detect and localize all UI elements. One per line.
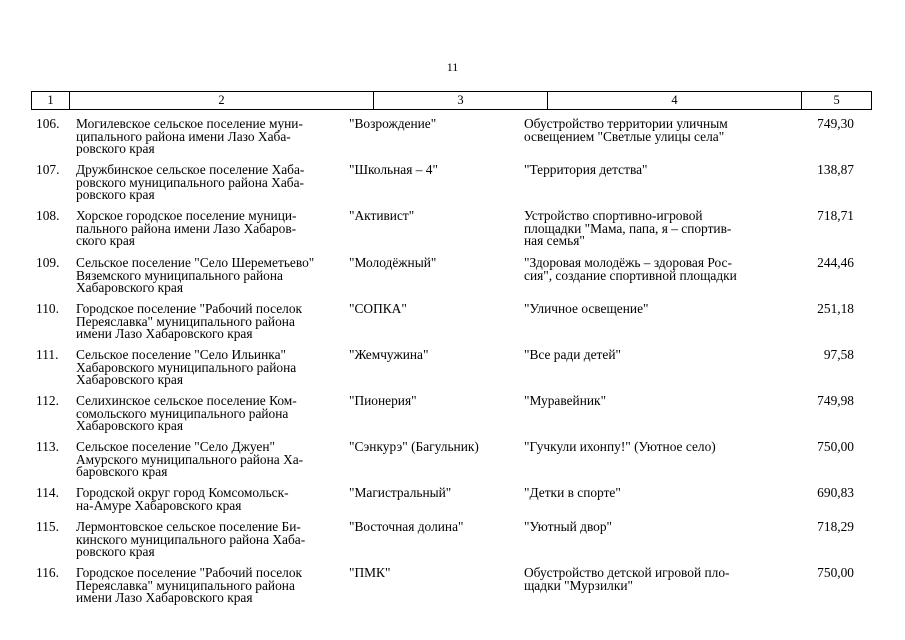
amount-value: 97,58 — [823, 347, 854, 362]
row-number: 108. — [36, 208, 60, 223]
municipality-name: Хорское городское поселение муници- пального района имени Лазо Хабаров- ского края — [76, 208, 297, 249]
amount-value: 718,29 — [817, 519, 854, 534]
header-col-1: 1 — [32, 92, 70, 109]
activity-description: "Все ради детей" — [524, 347, 621, 362]
activity-description: "Здоровая молодёжь – здоровая Рос- сия", создание спортивной площадки — [524, 255, 737, 283]
amount-value: 749,30 — [817, 116, 854, 131]
amount-value: 749,98 — [817, 393, 854, 408]
activity-description: Обустройство территории уличным освещением "Светлые улицы села" — [524, 116, 728, 144]
project-name: "СОПКА" — [349, 301, 407, 316]
activity-description: "Гучкули ихонпу!" (Уютное село) — [524, 439, 716, 454]
row-number: 114. — [36, 485, 59, 500]
amount-value: 690,83 — [817, 485, 854, 500]
row-number: 115. — [36, 519, 59, 534]
project-name: "Школьная – 4" — [349, 162, 438, 177]
table-header — [31, 91, 872, 110]
municipality-name: Городской округ город Комсомольск- на-Амуре Хабаровского края — [76, 485, 289, 513]
header-col-2: 2 — [70, 92, 374, 109]
activity-description: "Муравейник" — [524, 393, 607, 408]
row-number: 106. — [36, 116, 60, 131]
municipality-name: Городское поселение "Рабочий поселок Переяславка" муниципального района имени Лазо Хабаровского края — [76, 565, 303, 606]
activity-description: Устройство спортивно-игровой площадки "Мама, папа, я – спортив- ная семья" — [524, 208, 732, 249]
municipality-name: Сельское поселение "Село Ильинка" Хабаровского муниципального района Хабаровского края — [76, 347, 297, 388]
project-name: "Магистральный" — [349, 485, 452, 500]
row-number: 109. — [36, 255, 60, 270]
amount-value: 750,00 — [817, 439, 854, 454]
project-name: "Жемчужина" — [349, 347, 429, 362]
project-name: "Сэнкурэ" (Багульник) — [349, 439, 479, 454]
municipality-name: Селихинское сельское поселение Ком- сомольского муниципального района Хабаровского края — [76, 393, 297, 434]
activity-description: "Уютный двор" — [524, 519, 613, 534]
row-number: 113. — [36, 439, 59, 454]
project-name: "Возрождение" — [349, 116, 437, 131]
amount-value: 750,00 — [817, 565, 854, 580]
activity-description: Обустройство детской игровой пло- щадки "Мурзилки" — [524, 565, 730, 593]
row-number: 112. — [36, 393, 59, 408]
header-col-4: 4 — [548, 92, 802, 109]
project-name: "Молодёжный" — [349, 255, 437, 270]
row-number: 111. — [36, 347, 59, 362]
municipality-name: Лермонтовское сельское поселение Би- кинского муниципального района Хаба- ровского края — [76, 519, 306, 560]
project-name: "ПМК" — [349, 565, 391, 580]
activity-description: "Детки в спорте" — [524, 485, 621, 500]
project-name: "Восточная долина" — [349, 519, 464, 534]
activity-description: "Территория детства" — [524, 162, 648, 177]
municipality-name: Сельское поселение "Село Шереметьево" Вяземского муниципального района Хабаровского края — [76, 255, 315, 296]
header-col-3: 3 — [374, 92, 548, 109]
amount-value: 251,18 — [817, 301, 854, 316]
project-name: "Активист" — [349, 208, 415, 223]
project-name: "Пионерия" — [349, 393, 417, 408]
municipality-name: Городское поселение "Рабочий поселок Переяславка" муниципального района имени Лазо Хабаровского края — [76, 301, 303, 342]
activity-description: "Уличное освещение" — [524, 301, 649, 316]
amount-value: 138,87 — [817, 162, 854, 177]
municipality-name: Дружбинское сельское поселение Хаба- ровского муниципального района Хаба- ровского края — [76, 162, 305, 203]
row-number: 110. — [36, 301, 59, 316]
page-number: 11 — [446, 60, 459, 74]
row-number: 116. — [36, 565, 59, 580]
header-col-5: 5 — [833, 93, 840, 107]
amount-value: 718,71 — [817, 208, 854, 223]
municipality-name: Могилевское сельское поселение муни- ципального района имени Лазо Хаба- ровского края — [76, 116, 303, 157]
amount-value: 244,46 — [817, 255, 854, 270]
municipality-name: Сельское поселение "Село Джуен" Амурского муниципального района Ха- баровского края — [76, 439, 304, 480]
row-number: 107. — [36, 162, 60, 177]
